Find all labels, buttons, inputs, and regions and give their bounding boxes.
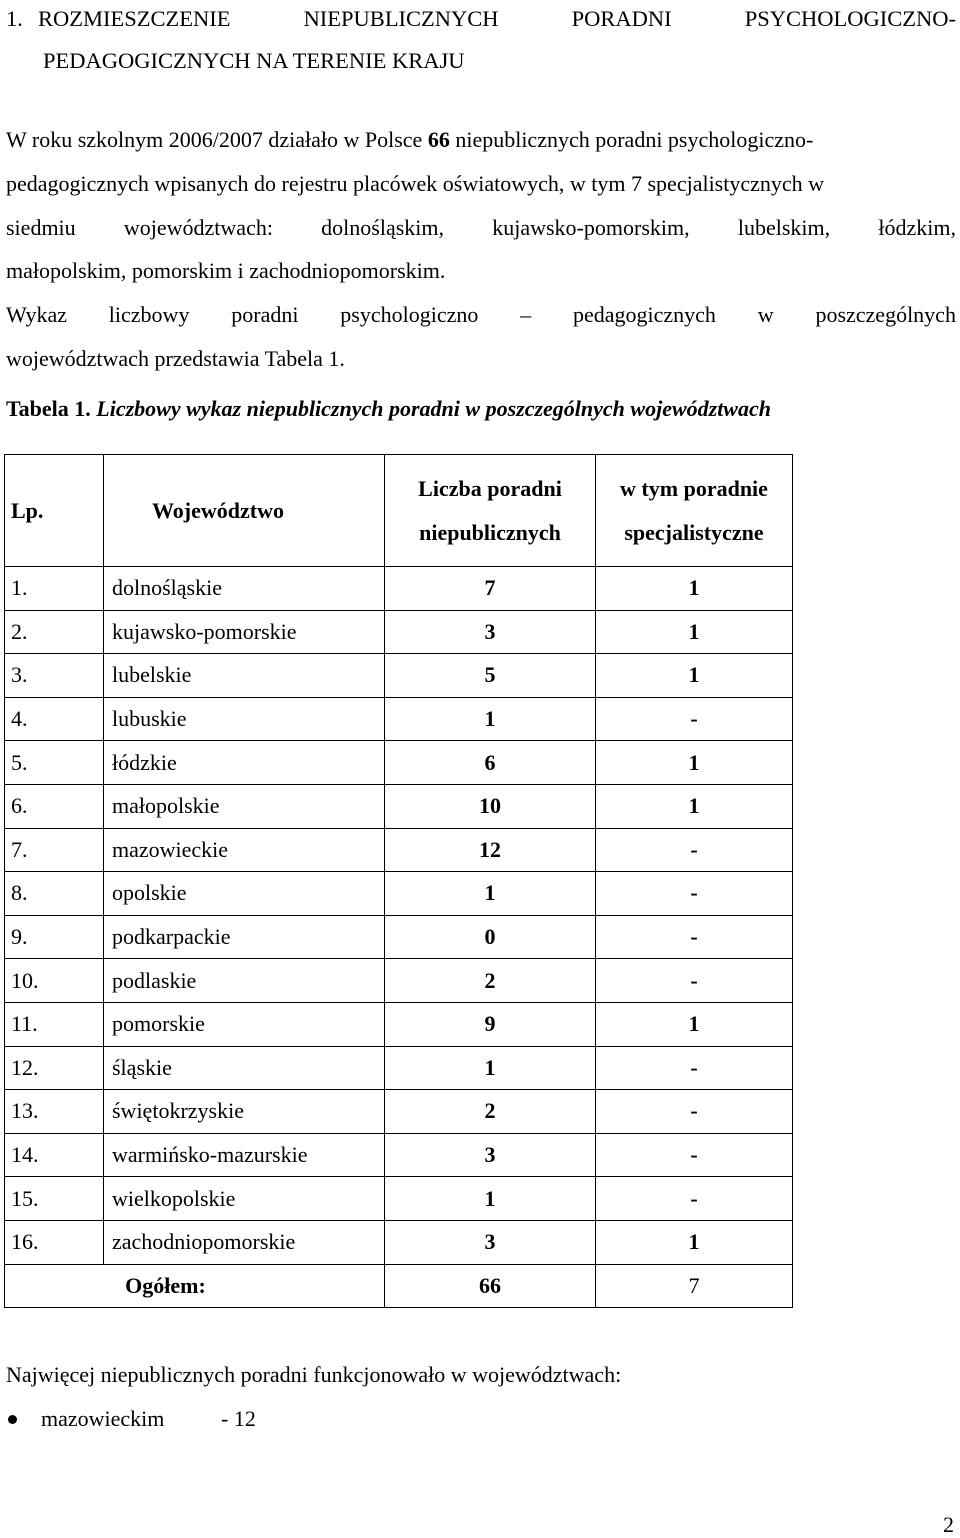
page-number: 2 (943, 1512, 954, 1537)
row-wojewodztwo: wielkopolskie (104, 1177, 385, 1221)
row-spec: - (596, 1133, 793, 1177)
heading-word: NIEPUBLICZNYCH (303, 6, 499, 31)
table-row (5, 784, 793, 828)
table-row (5, 1177, 793, 1221)
row-wojewodztwo: małopolskie (104, 784, 385, 828)
table-row (5, 567, 793, 611)
intro-line: pedagogicznych wpisanych do rejestru placówek oświatowych, w tym 7 specjalistycznych w (6, 170, 825, 196)
bullet-value: - 12 (221, 1406, 256, 1431)
row-spec: 1 (596, 567, 793, 611)
row-spec: 1 (596, 610, 793, 654)
row-spec: 1 (596, 1002, 793, 1046)
table-row (5, 1133, 793, 1177)
row-lp: 4. (5, 697, 104, 741)
row-count: 0 (385, 915, 596, 959)
header-lp: Lp. (5, 455, 104, 567)
table-caption-text: Liczbowy wykaz niepublicznych poradni w poszczególnych województwach (96, 396, 771, 421)
table-row (5, 959, 793, 1003)
row-spec: 1 (596, 654, 793, 698)
row-count: 1 (385, 1046, 596, 1090)
row-lp: 5. (5, 741, 104, 785)
row-count: 7 (385, 567, 596, 611)
table-row (5, 1090, 793, 1134)
table-row (5, 1002, 793, 1046)
table-total-row (5, 1264, 793, 1308)
row-count: 2 (385, 959, 596, 1003)
total-count: 66 (385, 1264, 596, 1308)
table-caption-label: Tabela 1. (6, 396, 91, 421)
row-wojewodztwo: świętokrzyskie (104, 1090, 385, 1134)
intro-line: Wykaz liczbowy poradni psychologiczno – pedagogicznych w poszczególnych (6, 302, 956, 328)
row-spec: 1 (596, 784, 793, 828)
row-spec: - (596, 1046, 793, 1090)
intro-line: małopolskim, pomorskim i zachodniopomorskim. (6, 258, 446, 284)
row-wojewodztwo: łódzkie (104, 741, 385, 785)
total-count-bold: 66 (427, 127, 450, 152)
row-count: 3 (385, 1133, 596, 1177)
row-spec: - (596, 828, 793, 872)
row-wojewodztwo: dolnośląskie (104, 567, 385, 611)
heading-word: PSYCHOLOGICZNO- (744, 6, 956, 31)
table-row (5, 872, 793, 916)
row-lp: 1. (5, 567, 104, 611)
row-wojewodztwo: mazowieckie (104, 828, 385, 872)
bullet-icon (8, 1415, 17, 1424)
row-lp: 13. (5, 1090, 104, 1134)
intro-line: siedmiu województwach: dolnośląskim, kujawsko-pomorskim, lubelskim, łódzkim, (6, 214, 956, 240)
total-spec: 7 (596, 1264, 793, 1308)
intro-paragraph (6, 118, 956, 381)
row-wojewodztwo: podlaskie (104, 959, 385, 1003)
table-row (5, 741, 793, 785)
table-row (5, 610, 793, 654)
table-caption (6, 396, 771, 422)
row-lp: 7. (5, 828, 104, 872)
row-spec: - (596, 697, 793, 741)
table-row (5, 697, 793, 741)
row-count: 5 (385, 654, 596, 698)
counts-table (4, 454, 793, 1308)
row-count: 6 (385, 741, 596, 785)
row-lp: 10. (5, 959, 104, 1003)
heading-line-1 (6, 0, 956, 40)
row-count: 9 (385, 1002, 596, 1046)
row-wojewodztwo: śląskie (104, 1046, 385, 1090)
row-lp: 9. (5, 915, 104, 959)
heading-word: PORADNI (571, 6, 672, 31)
row-spec: - (596, 915, 793, 959)
row-count: 3 (385, 610, 596, 654)
table-row (5, 915, 793, 959)
header-liczba: Liczba poradni niepublicznych (385, 455, 596, 567)
intro-line: województwach przedstawia Tabela 1. (6, 345, 345, 371)
heading-number: 1. (6, 6, 23, 31)
row-lp: 16. (5, 1220, 104, 1264)
row-wojewodztwo: lubelskie (104, 654, 385, 698)
row-wojewodztwo: lubuskie (104, 697, 385, 741)
row-wojewodztwo: podkarpackie (104, 915, 385, 959)
row-spec: - (596, 959, 793, 1003)
row-wojewodztwo: opolskie (104, 872, 385, 916)
heading-line-2: PEDAGOGICZNYCH NA TERENIE KRAJU (43, 48, 465, 73)
row-spec: 1 (596, 1220, 793, 1264)
row-lp: 6. (5, 784, 104, 828)
row-lp: 11. (5, 1002, 104, 1046)
row-count: 12 (385, 828, 596, 872)
bullet-item (6, 1406, 256, 1432)
header-wojewodztwo: Województwo (104, 455, 385, 567)
row-wojewodztwo: pomorskie (104, 1002, 385, 1046)
summary-text: Najwięcej niepublicznych poradni funkcjonowało w województwach: (6, 1362, 622, 1387)
row-wojewodztwo: kujawsko-pomorskie (104, 610, 385, 654)
table-row (5, 1046, 793, 1090)
row-wojewodztwo: zachodniopomorskie (104, 1220, 385, 1264)
row-spec: 1 (596, 741, 793, 785)
header-specjalistyczne: w tym poradnie specjalistyczne (596, 455, 793, 567)
heading-word: 1. ROZMIESZCZENIE (6, 0, 230, 40)
row-wojewodztwo: warmińsko-mazurskie (104, 1133, 385, 1177)
total-label: Ogółem: (5, 1264, 385, 1308)
row-lp: 12. (5, 1046, 104, 1090)
table-row (5, 828, 793, 872)
table-header-row (5, 455, 793, 567)
bullet-name: mazowieckim (41, 1406, 165, 1431)
row-count: 1 (385, 1177, 596, 1221)
row-lp: 3. (5, 654, 104, 698)
table-row (5, 654, 793, 698)
row-lp: 2. (5, 610, 104, 654)
row-lp: 8. (5, 872, 104, 916)
row-count: 10 (385, 784, 596, 828)
row-count: 1 (385, 872, 596, 916)
row-lp: 14. (5, 1133, 104, 1177)
section-heading (6, 0, 956, 82)
row-count: 1 (385, 697, 596, 741)
row-spec: - (596, 872, 793, 916)
row-lp: 15. (5, 1177, 104, 1221)
row-spec: - (596, 1090, 793, 1134)
intro-line: W roku szkolnym 2006/2007 działało w Polsce 66 niepublicznych poradni psychologiczno- (6, 127, 814, 152)
row-count: 3 (385, 1220, 596, 1264)
row-count: 2 (385, 1090, 596, 1134)
row-spec: - (596, 1177, 793, 1221)
table-row (5, 1220, 793, 1264)
